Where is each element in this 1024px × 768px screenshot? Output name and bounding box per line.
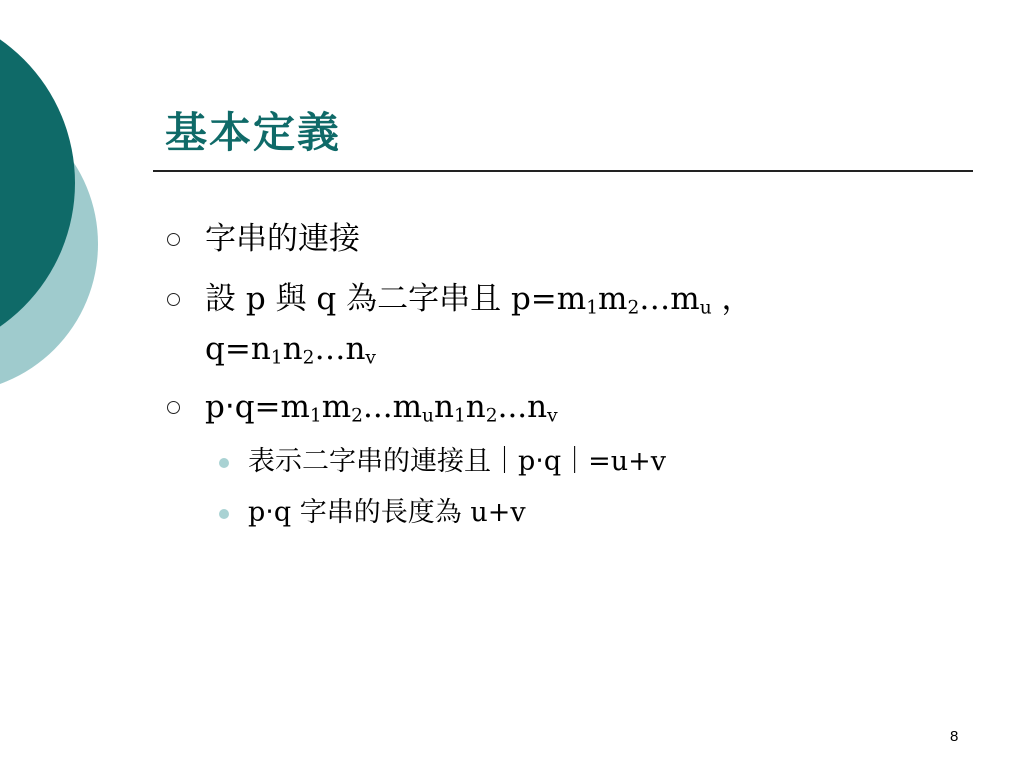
- bullet-3-part: n: [433, 389, 454, 425]
- title-divider: [153, 170, 973, 172]
- filled-dot-bullet-icon: [219, 509, 229, 519]
- subscript: u: [699, 297, 712, 319]
- subscript: 1: [453, 405, 466, 427]
- bullet-3-part: ...m: [363, 389, 422, 425]
- bullet-2-part: q=n: [205, 331, 271, 367]
- bullet-1-text: 字串的連接: [205, 221, 360, 257]
- bullet-3-part: p‧q=m: [205, 389, 310, 425]
- filled-dot-bullet-icon: [219, 458, 229, 468]
- subscript: v: [547, 405, 558, 427]
- page-number: 8: [950, 728, 959, 745]
- subscript: u: [421, 405, 434, 427]
- subscript: 2: [351, 405, 364, 427]
- bullet-3-part: n: [465, 389, 486, 425]
- subscript: v: [365, 347, 376, 369]
- subscript: 1: [309, 405, 322, 427]
- subscript: 1: [270, 347, 283, 369]
- hollow-circle-bullet-icon: [167, 401, 180, 414]
- hollow-circle-bullet-icon: [167, 293, 180, 306]
- bullet-2-continuation: [205, 331, 376, 369]
- bullet-2-text: [205, 281, 753, 319]
- slide-title: 基本定義: [165, 108, 342, 157]
- bullet-2-part: …n: [314, 331, 366, 367]
- bullet-3-part: m: [321, 389, 352, 425]
- bullet-2-part: m: [598, 281, 628, 317]
- bullet-2-part: …m: [639, 281, 700, 317]
- bullet-2-part: ，: [711, 281, 753, 317]
- subscript: 2: [302, 347, 315, 369]
- bullet-3-part: ...n: [497, 389, 548, 425]
- sub-bullet-1-text: 表示二字串的連接且｜p‧q｜=u+v: [248, 446, 667, 477]
- sub-bullet-2-text: p‧q 字串的長度為 u+v: [248, 497, 526, 528]
- bullet-2-part: 設 p 與 q 為二字串且 p=m: [205, 281, 587, 317]
- subscript: 2: [627, 297, 640, 319]
- subscript: 1: [586, 297, 599, 319]
- bullet-2-part: n: [282, 331, 303, 367]
- bullet-3-text: [205, 389, 558, 427]
- subscript: 2: [485, 405, 498, 427]
- hollow-circle-bullet-icon: [167, 233, 180, 246]
